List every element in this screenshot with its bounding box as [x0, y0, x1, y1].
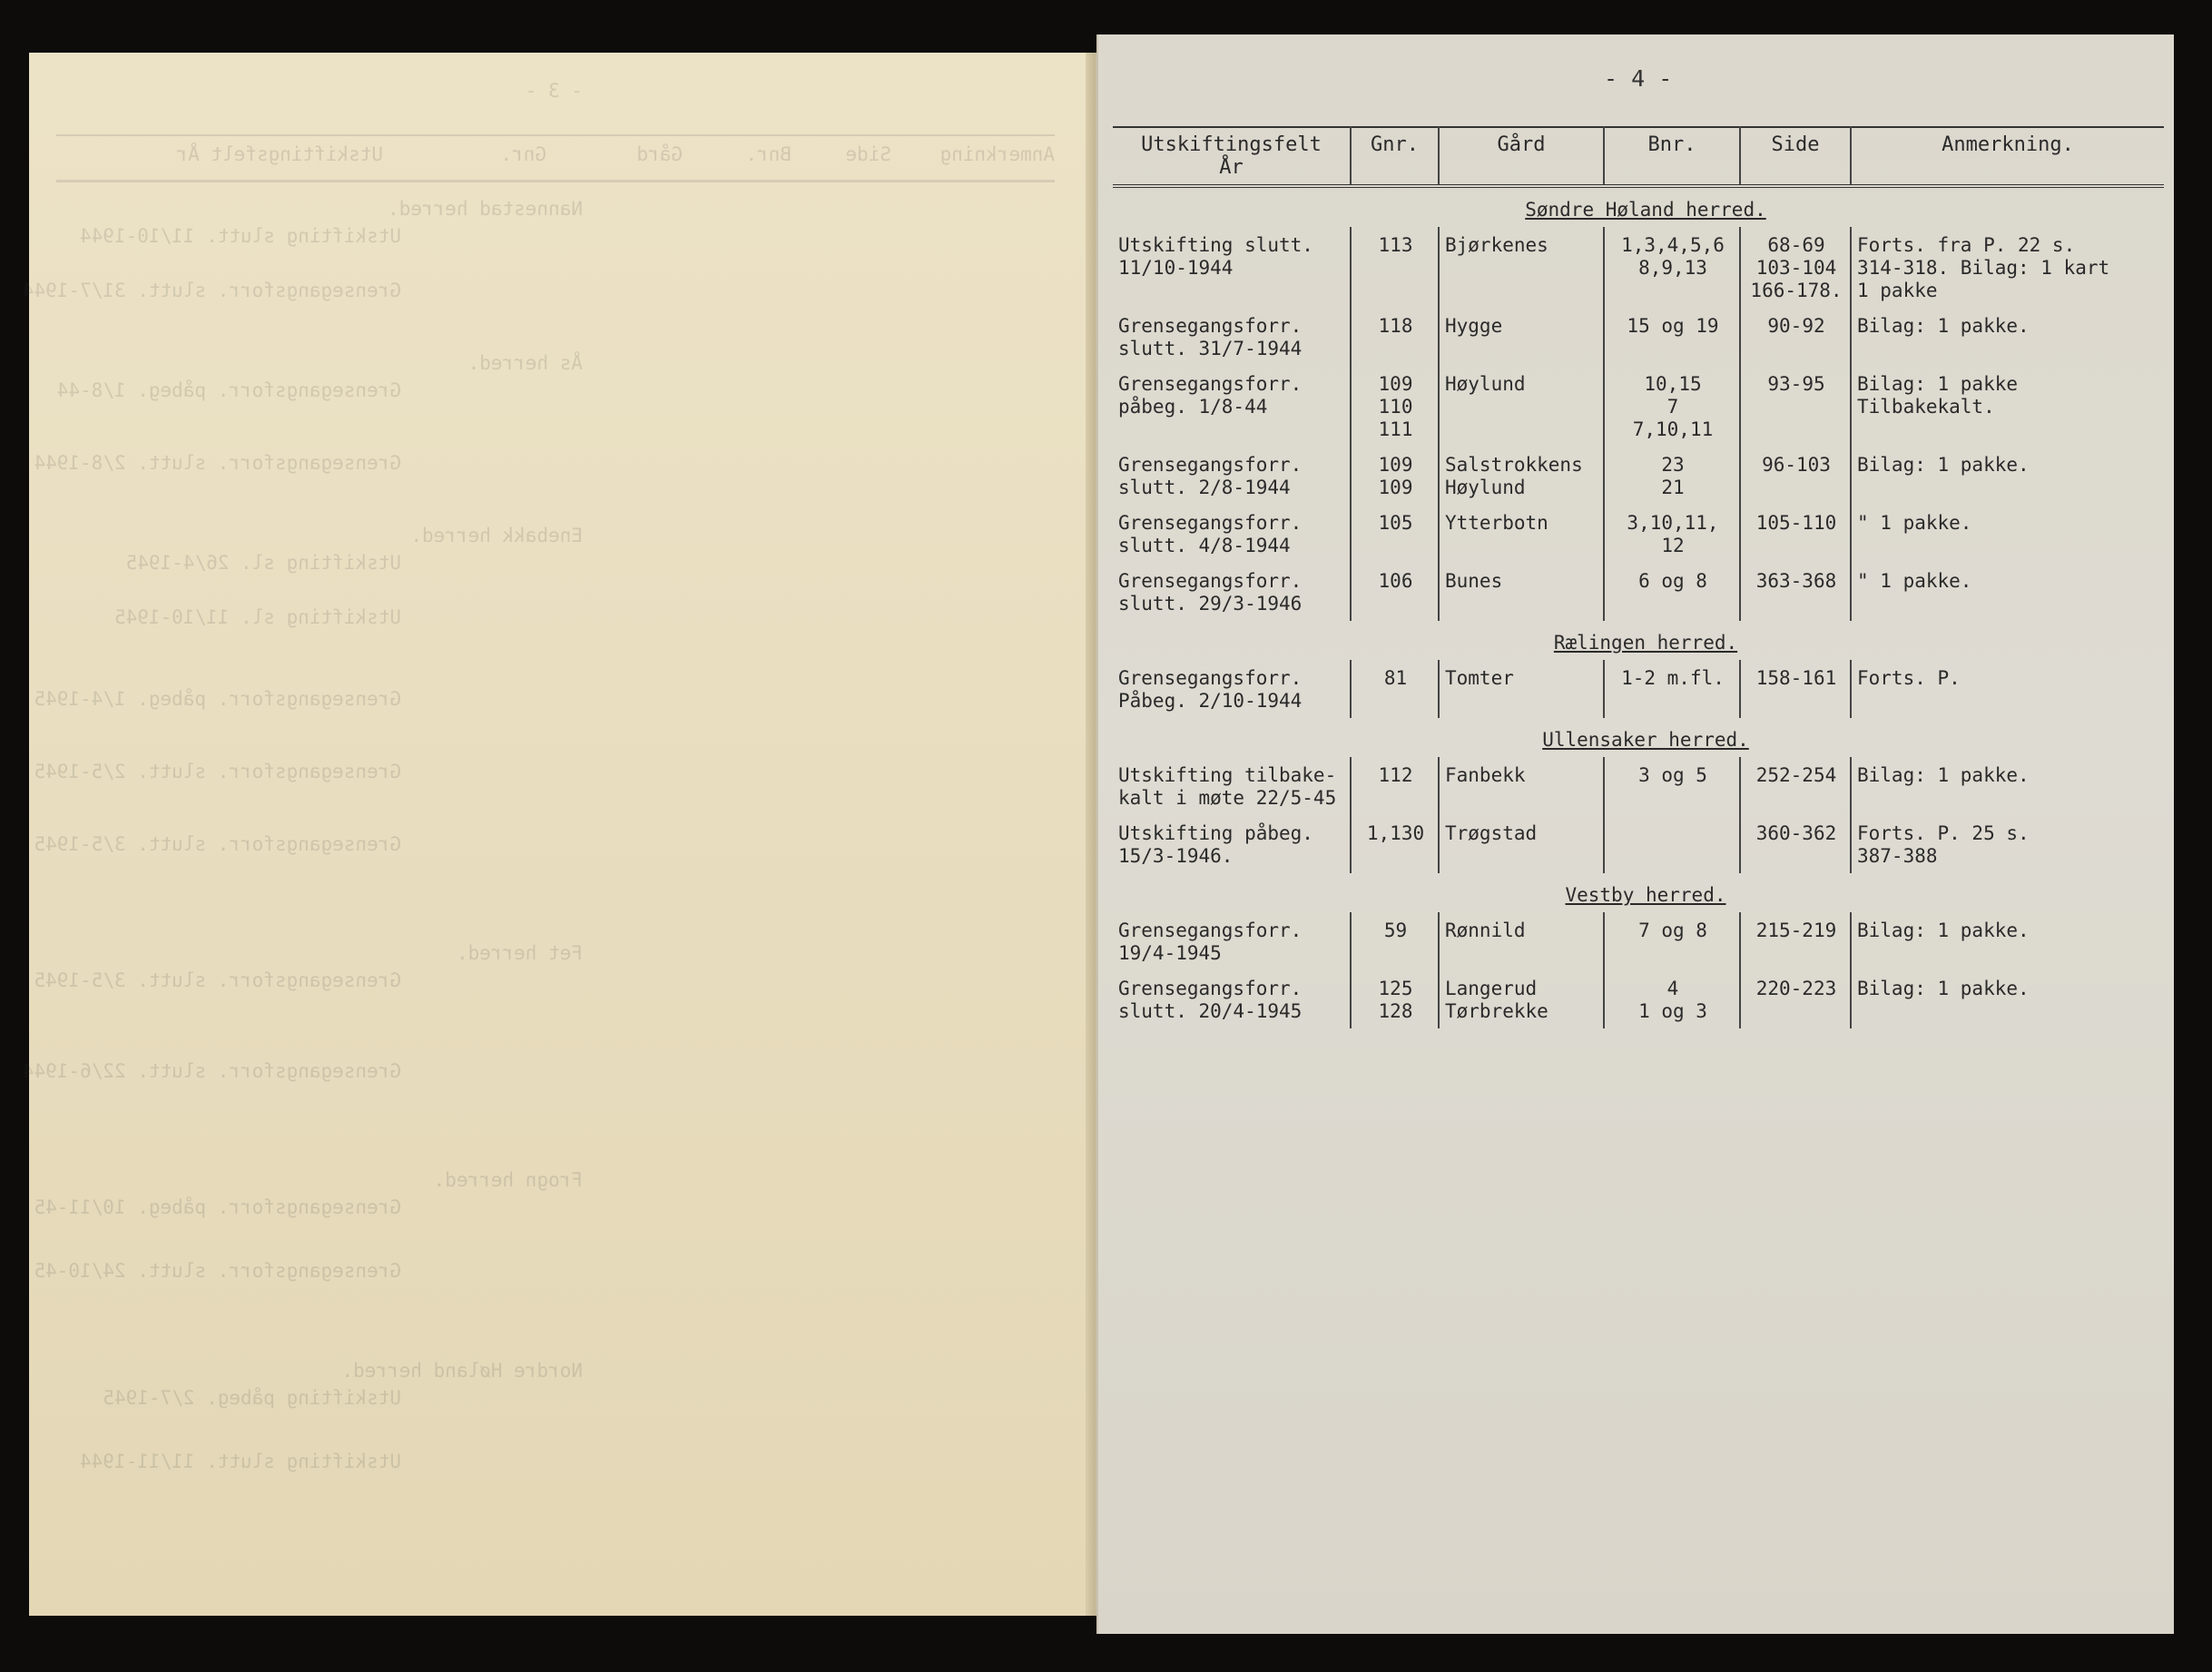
cell-felt: Grensegangsforr. slutt. 2/8-1944	[1118, 454, 1303, 498]
cell-bnr: 15 og 19	[1604, 308, 1740, 366]
cell-felt: Grensegangsforr. 19/4-1945	[1118, 920, 1303, 964]
cell-bnr: 10,15 7 7,10,11	[1604, 366, 1740, 447]
cell-felt: Grensegangsforr. slutt. 29/3-1946	[1118, 570, 1303, 615]
ledger-row	[1113, 447, 2164, 505]
cell-gard: Bjørkenes	[1439, 227, 1604, 308]
cell-felt: Grensegangsforr. slutt. 20/4-1945	[1118, 978, 1303, 1022]
cell-felt: Grensegangsforr. påbeg. 1/8-44	[1118, 373, 1303, 418]
ledger-row	[1113, 366, 2164, 447]
cell-bnr: 3,10,11, 12	[1604, 505, 1740, 563]
cell-felt: Utskifting tilbake- kalt i møte 22/5-45	[1118, 764, 1337, 809]
cell-side: 90-92	[1740, 308, 1851, 366]
cell-bnr: 6 og 8	[1604, 563, 1740, 621]
section-spacer	[1851, 621, 2164, 660]
cell-gnr: 112	[1351, 757, 1439, 815]
cell-side: 363-368	[1740, 563, 1851, 621]
page-number: - 4 -	[1604, 65, 1673, 92]
ledger-row	[1113, 757, 2164, 815]
section-heading-row	[1113, 621, 2164, 660]
cell-anmerkning: Bilag: 1 pakke.	[1851, 970, 2164, 1028]
cell-gard: Salstrokkens Høylund	[1439, 447, 1604, 505]
cell-gnr: 109 109	[1351, 447, 1439, 505]
cell-side: 215-219	[1740, 912, 1851, 970]
section-heading-cell	[1439, 873, 1851, 912]
cell-side: 220-223	[1740, 970, 1851, 1028]
section-spacer	[1113, 873, 1439, 912]
col-bnr: Bnr.	[1604, 127, 1740, 186]
cell-gnr: 59	[1351, 912, 1439, 970]
cell-anmerkning: Forts. P.	[1851, 660, 2164, 718]
cell-gard: Bunes	[1439, 563, 1604, 621]
cell-side: 105-110	[1740, 505, 1851, 563]
cell-bnr: 1-2 m.fl.	[1604, 660, 1740, 718]
cell-gard: Trøgstad	[1439, 815, 1604, 873]
cell-gnr: 118	[1351, 308, 1439, 366]
section-spacer	[1113, 718, 1439, 757]
ledger-row	[1113, 563, 2164, 621]
section-heading: Ullensaker herred.	[1542, 729, 1749, 751]
ledger-body	[1113, 186, 2164, 1028]
cell-anmerkning: Forts. P. 25 s. 387-388	[1851, 815, 2164, 873]
cell-anmerkning: Bilag: 1 pakke.	[1851, 757, 2164, 815]
cell-gnr: 81	[1351, 660, 1439, 718]
cell-felt: Utskifting påbeg. 15/3-1946.	[1118, 822, 1313, 867]
cell-bnr: 3 og 5	[1604, 757, 1740, 815]
cell-gnr: 105	[1351, 505, 1439, 563]
section-heading-cell	[1439, 718, 1851, 757]
cell-gnr: 113	[1351, 227, 1439, 308]
section-heading: Vestby herred.	[1565, 884, 1726, 906]
ledger-row	[1113, 505, 2164, 563]
section-spacer	[1113, 621, 1439, 660]
cell-felt: Grensegangsforr. Påbeg. 2/10-1944	[1118, 667, 1303, 712]
cell-bnr	[1604, 815, 1740, 873]
section-spacer	[1851, 186, 2164, 227]
section-spacer	[1113, 186, 1439, 227]
ledger-row	[1113, 308, 2164, 366]
ledger-row	[1113, 912, 2164, 970]
col-utskiftingsfelt: Utskiftingsfelt År	[1141, 133, 1322, 179]
cell-bnr: 7 og 8	[1604, 912, 1740, 970]
cell-side: 252-254	[1740, 757, 1851, 815]
cell-gard: Langerud Tørbrekke	[1439, 970, 1604, 1028]
col-anmerkning: Anmerkning.	[1851, 127, 2164, 186]
left-page	[29, 53, 1114, 1616]
cell-gard: Rønnild	[1439, 912, 1604, 970]
col-side: Side	[1740, 127, 1851, 186]
section-heading-row	[1113, 873, 2164, 912]
cell-gnr: 109 110 111	[1351, 366, 1439, 447]
ledger-row	[1113, 660, 2164, 718]
ledger-row	[1113, 970, 2164, 1028]
cell-side: 68-69 103-104 166-178.	[1740, 227, 1851, 308]
cell-anmerkning: Bilag: 1 pakke.	[1851, 447, 2164, 505]
col-gard: Gård	[1439, 127, 1604, 186]
section-heading-row	[1113, 186, 2164, 227]
cell-felt: Grensegangsforr. slutt. 4/8-1944	[1118, 512, 1303, 556]
cell-side: 96-103	[1740, 447, 1851, 505]
section-heading: Rælingen herred.	[1553, 632, 1738, 654]
cell-gard: Hygge	[1439, 308, 1604, 366]
section-heading-cell	[1439, 186, 1851, 227]
cell-bnr: 4 1 og 3	[1604, 970, 1740, 1028]
cell-bnr: 1,3,4,5,6 8,9,13	[1604, 227, 1740, 308]
cell-anmerkning: Bilag: 1 pakke.	[1851, 308, 2164, 366]
section-heading-cell	[1439, 621, 1851, 660]
cell-gard: Ytterbotn	[1439, 505, 1604, 563]
cell-gnr: 1,130	[1351, 815, 1439, 873]
cell-bnr: 23 21	[1604, 447, 1740, 505]
section-spacer	[1851, 873, 2164, 912]
cell-gard: Tomter	[1439, 660, 1604, 718]
ledger-row	[1113, 815, 2164, 873]
cell-gnr: 106	[1351, 563, 1439, 621]
cell-anmerkning: " 1 pakke.	[1851, 563, 2164, 621]
section-spacer	[1851, 718, 2164, 757]
ledger-header-row	[1113, 127, 2164, 186]
section-heading: Søndre Høland herred.	[1525, 199, 1766, 221]
section-heading-row	[1113, 718, 2164, 757]
cell-gard: Fanbekk	[1439, 757, 1604, 815]
cell-felt: Utskifting slutt. 11/10-1944	[1118, 234, 1313, 279]
cell-side: 93-95	[1740, 366, 1851, 447]
cell-felt: Grensegangsforr. slutt. 31/7-1944	[1118, 315, 1303, 359]
ledger-row	[1113, 227, 2164, 308]
cell-side: 360-362	[1740, 815, 1851, 873]
cell-side: 158-161	[1740, 660, 1851, 718]
cell-anmerkning: " 1 pakke.	[1851, 505, 2164, 563]
cell-anmerkning: Forts. fra P. 22 s. 314-318. Bilag: 1 kart 1 pakke	[1851, 227, 2164, 308]
ledger-table	[1113, 126, 2164, 1028]
cell-gnr: 125 128	[1351, 970, 1439, 1028]
cell-anmerkning: Bilag: 1 pakke Tilbakekalt.	[1851, 366, 2164, 447]
cell-gard: Høylund	[1439, 366, 1604, 447]
col-gnr: Gnr.	[1351, 127, 1439, 186]
cell-anmerkning: Bilag: 1 pakke.	[1851, 912, 2164, 970]
